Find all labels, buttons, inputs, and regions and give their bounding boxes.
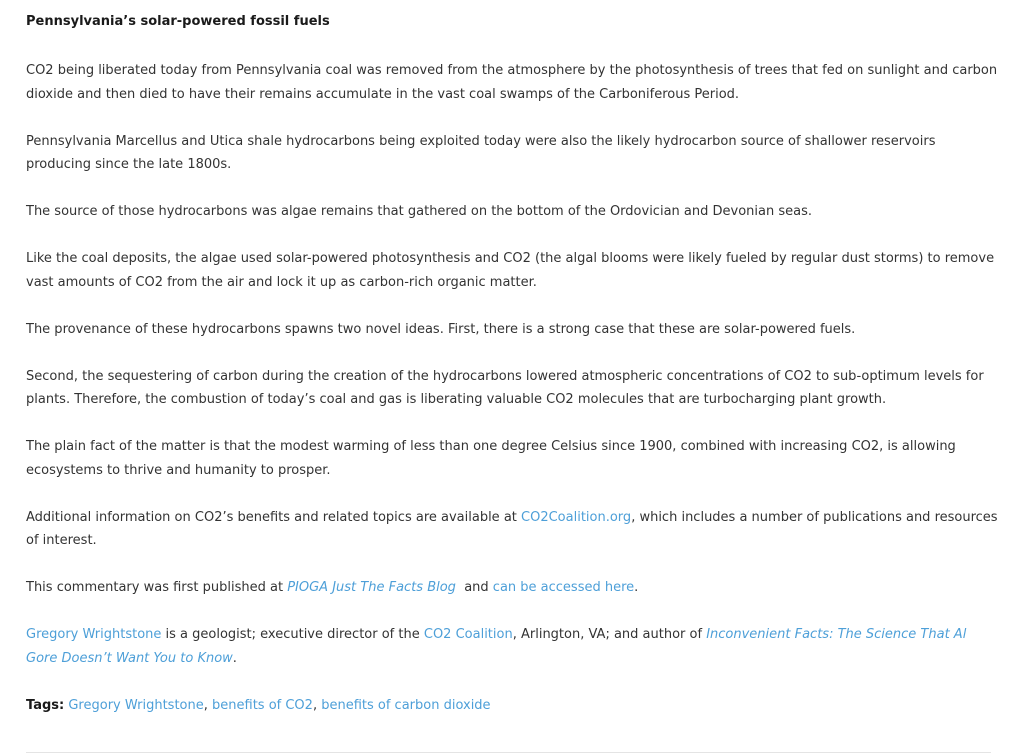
tag-link[interactable]: benefits of carbon dioxide [321,697,491,713]
first-published-period: . [634,580,639,595]
author-bio-period: . [232,650,237,666]
co2coalition-org-link[interactable]: CO2Coalition.org [521,509,632,525]
article-heading: Pennsylvania’s solar-powered fossil fuels [26,14,330,29]
author-bio [26,623,1001,670]
book-link[interactable]: Inconvenient Facts: The Science That Al Gore Doesn’t Want You to Know [26,627,967,666]
article-body [26,12,1001,741]
tag-link[interactable]: Gregory Wrightstone [68,697,204,713]
author-bio-location: , Arlington, VA; and author of [512,627,707,642]
tags-label: Tags: [26,697,65,713]
tag-separator: , [312,697,322,713]
paragraph-sequestering: Second, the sequestering of carbon during the creation of the hydrocarbons lowered atmospheric concentrations of CO2 to sub-optimum levels for plants. Therefore, the combustion of today’s coal and gas is liberating valuable CO2 molecules that are turbocharging plant growth. [26,368,984,407]
tags-line [26,694,1001,718]
author-bio-text: is a geologist; executive director of the [161,627,424,642]
paragraph-coal-co2: CO2 being liberated today from Pennsylvania coal was removed from the atmosphere by the photosynthesis of trees that fed on sunlight and carbon dioxide and then died to have their remains accumulate in the vast coal swamps of the Carboniferous Period. [26,63,998,102]
paragraph-provenance: The provenance of these hydrocarbons spawns two novel ideas. First, there is a strong case that these are solar-powered fuels. [26,321,856,337]
pioga-blog-link[interactable]: PIOGA Just The Facts Blog [287,580,456,595]
first-published-and: and [455,580,493,595]
additional-info-text: Additional information on CO2’s benefits and related topics are available at [26,509,522,525]
paragraph-shale-hydrocarbons: Pennsylvania Marcellus and Utica shale hydrocarbons being exploited today were also the likely hydrocarbon source of shallower reservoirs producing since the late 1800s. [26,133,936,172]
paragraph-photosynthesis: Like the coal deposits, the algae used solar-powered photosynthesis and CO2 (the algal blooms were likely fueled by regular dust storms) to remove vast amounts of CO2 from the air and lock it up as carbon-rich organic matter. [26,251,995,290]
additional-info-text-end: , which includes a number of publications and resources of interest. [26,509,998,548]
accessed-here-link[interactable]: can be accessed here [492,580,635,595]
author-link[interactable]: Gregory Wrightstone [26,627,162,642]
paragraph-additional-info [26,506,1001,553]
first-published-text: This commentary was first published at [26,580,288,595]
divider-line [26,752,991,753]
paragraph-algae-source: The source of those hydrocarbons was algae remains that gathered on the bottom of the Ordovician and Devonian seas. [26,204,812,219]
paragraph-warming: The plain fact of the matter is that the modest warming of less than one degree Celsius since 1900, combined with increasing CO2, is allowing ecosystems to thrive and humanity to prosper. [26,439,956,478]
tag-separator: , [203,697,213,713]
co2-coalition-link[interactable]: CO2 Coalition [423,627,513,642]
tag-link[interactable]: benefits of CO2 [212,697,313,713]
paragraph-first-published [26,576,1001,600]
